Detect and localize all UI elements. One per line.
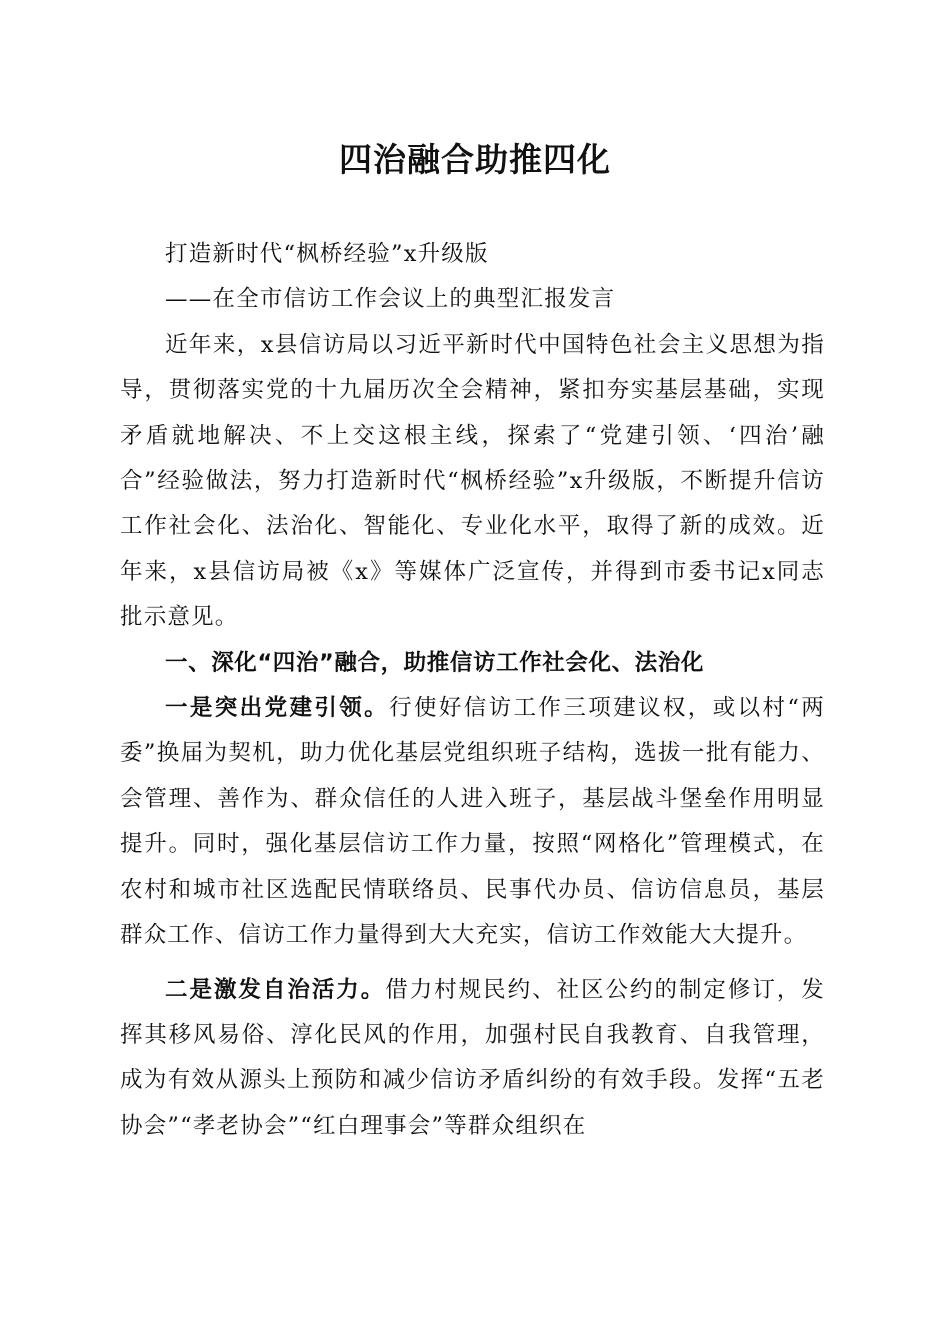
paragraph-lead: 一是突出党建引领。 — [165, 695, 390, 722]
byline: ——在全市信访工作会议上的典型汇报发言 — [165, 286, 616, 313]
intro-paragraph: 近年来，x县信访局以习近平新时代中国特色社会主义思想为指导，贯彻落实党的十九届历次全会精神，紧扣夯实基层基础，实现矛盾就地解决、不上交这根主线，探索了“党建引领、‘四治’融合”经验做法，努力打造新时代“枫桥经验”x升级版，不断提升信访工作社会化、法治化、智能化、专业化水平，取得了新的成效。近年来，x县信访局被《x》等媒体广泛宣传，并得到市委书记x同志批示意见。 — [120, 331, 825, 631]
subtitle: 打造新时代“枫桥经验”x升级版 — [165, 241, 489, 267]
paragraph-self-governance — [120, 968, 825, 1150]
paragraph-lead: 二是激发自治活力。 — [165, 976, 386, 1003]
section-heading: 一、深化“四治”融合，助推信访工作社会化、法治化 — [165, 649, 704, 676]
document-body — [120, 232, 825, 1149]
paragraph-text: 行使好信访工作三项建议权，或以村“两委”换届为契机，助力优化基层党组织班子结构，选拔一批有能力、会管理、善作为、群众信任的人进入班子，基层战斗堡垒作用明显提升。同时，强化基层信访工作力量，按照“网格化”管理模式，在农村和城市社区选配民情联络员、民事代办员、信访信息员，基层群众工作、信访工作力量得到大大充实，信访工作效能大大提升。 — [120, 695, 825, 949]
paragraph-text: 借力村规民约、社区公约的制定修订，发挥其移风易俗、淳化民风的作用，加强村民自我教育、自我管理，成为有效从源头上预防和减少信访矛盾纠纷的有效手段。发挥“五老协会”“孝老协会”“红白理事会”等群众组织在 — [120, 976, 825, 1139]
paragraph-party-leadership — [120, 686, 825, 958]
page-title: 四治融合助推四化 — [339, 140, 611, 179]
